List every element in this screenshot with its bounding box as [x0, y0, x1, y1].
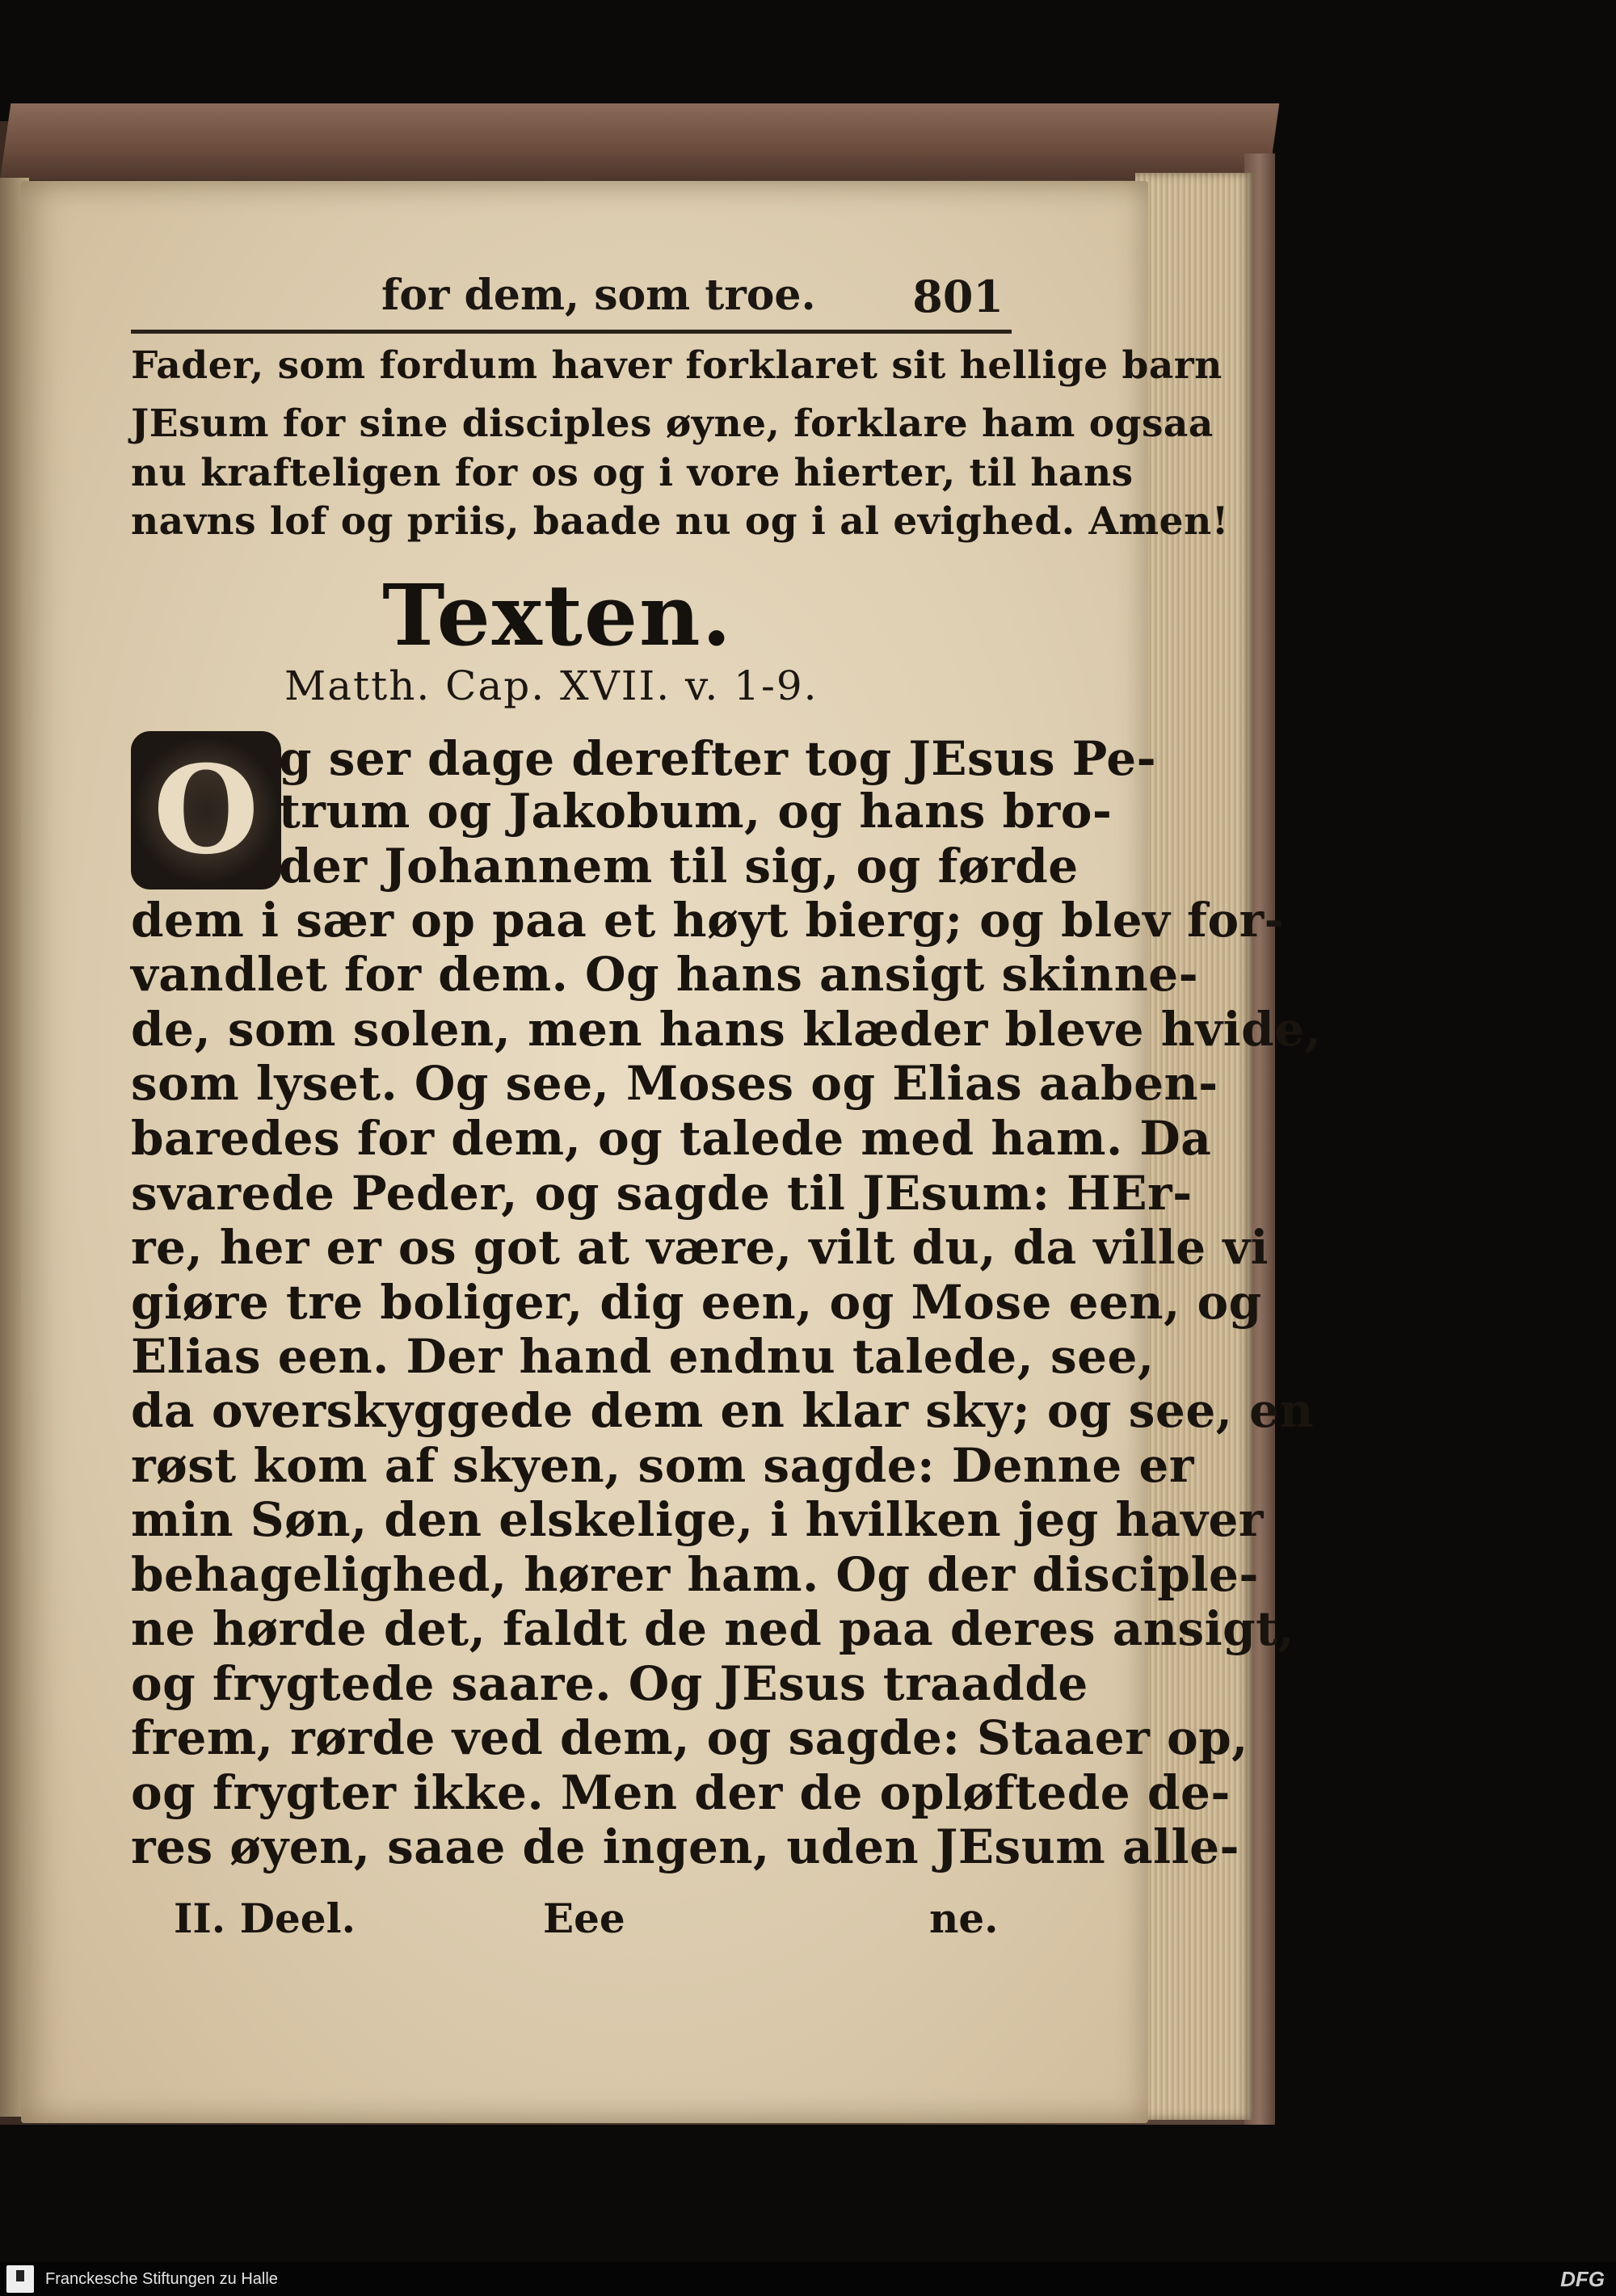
body-line: vandlet for dem. Og hans ansigt skinne-: [131, 947, 1199, 1002]
footer-catchword: ne.: [929, 1894, 999, 1942]
body-line: som lyset. Og see, Moses og Elias aaben-: [131, 1056, 1218, 1111]
body-line: de, som solen, men hans klæder bleve hvide,: [131, 1002, 1322, 1057]
page-number: 801: [912, 271, 1004, 322]
body-line: der Johannem til sig, og førde: [279, 839, 1079, 894]
book-top-edge: [0, 103, 1279, 180]
section-heading: Texten.: [382, 566, 733, 665]
running-head: [131, 271, 1004, 327]
body-line: svarede Peder, og sagde til JEsum: HEr-: [131, 1166, 1193, 1221]
body-line: res øyen, saae de ingen, uden JEsum alle-: [131, 1819, 1240, 1874]
prayer-line: navns lof og priis, baade nu og i al evighed. Amen!: [131, 499, 1229, 544]
body-line: giøre tre boliger, dig een, og Mose een, og: [131, 1275, 1262, 1330]
body-line: behagelighed, hører ham. Og der disciple-: [131, 1547, 1259, 1602]
body-line: Elias een. Der hand endnu talede, see,: [131, 1329, 1155, 1384]
body-line: og frygter ikke. Men der de opløftede de-: [131, 1765, 1231, 1820]
prayer-line: nu krafteligen for os og i vore hierter, til hans: [131, 451, 1134, 495]
footer-volume: II. Deel.: [174, 1894, 356, 1942]
body-line: g ser dage derefter tog JEsus Pe-: [279, 731, 1157, 786]
drop-cap: O: [131, 731, 281, 889]
footer-signature: Eee: [543, 1894, 625, 1942]
institution-logo-mark: [16, 2270, 24, 2281]
body-line: ne hørde det, faldt de ned paa deres ansigt,: [131, 1601, 1295, 1656]
body-line: da overskyggede dem en klar sky; og see, en: [131, 1383, 1315, 1438]
funder-logo: DFG: [1560, 2267, 1605, 2291]
institution-logo-icon: [6, 2265, 34, 2293]
provenance-strip: [0, 2262, 1616, 2296]
body-line: dem i sær op paa et høyt bierg; og blev for-: [131, 893, 1285, 948]
header-rule: [131, 330, 1012, 334]
running-head-title: for dem, som troe.: [381, 271, 816, 320]
prayer-line: JEsum for sine disciples øyne, forklare ham ogsaa: [131, 402, 1214, 446]
body-line: min Søn, den elskelige, i hvilken jeg haver: [131, 1492, 1264, 1547]
body-line: trum og Jakobum, og hans bro-: [279, 784, 1113, 839]
prayer-line: Fader, som fordum haver forklaret sit hellige barn: [131, 343, 1223, 388]
body-line: og frygtede saare. Og JEsus traadde: [131, 1656, 1088, 1711]
body-line: baredes for dem, og talede med ham. Da: [131, 1111, 1212, 1166]
scripture-reference: Matth. Cap. XVII. v. 1-9.: [284, 662, 819, 709]
body-line: røst kom af skyen, som sagde: Denne er: [131, 1438, 1194, 1493]
institution-name: Franckesche Stiftungen zu Halle: [45, 2270, 278, 2288]
body-line: re, her er os got at være, vilt du, da ville vi: [131, 1220, 1269, 1275]
body-line: frem, rørde ved dem, og sagde: Staaer op,: [131, 1710, 1248, 1765]
